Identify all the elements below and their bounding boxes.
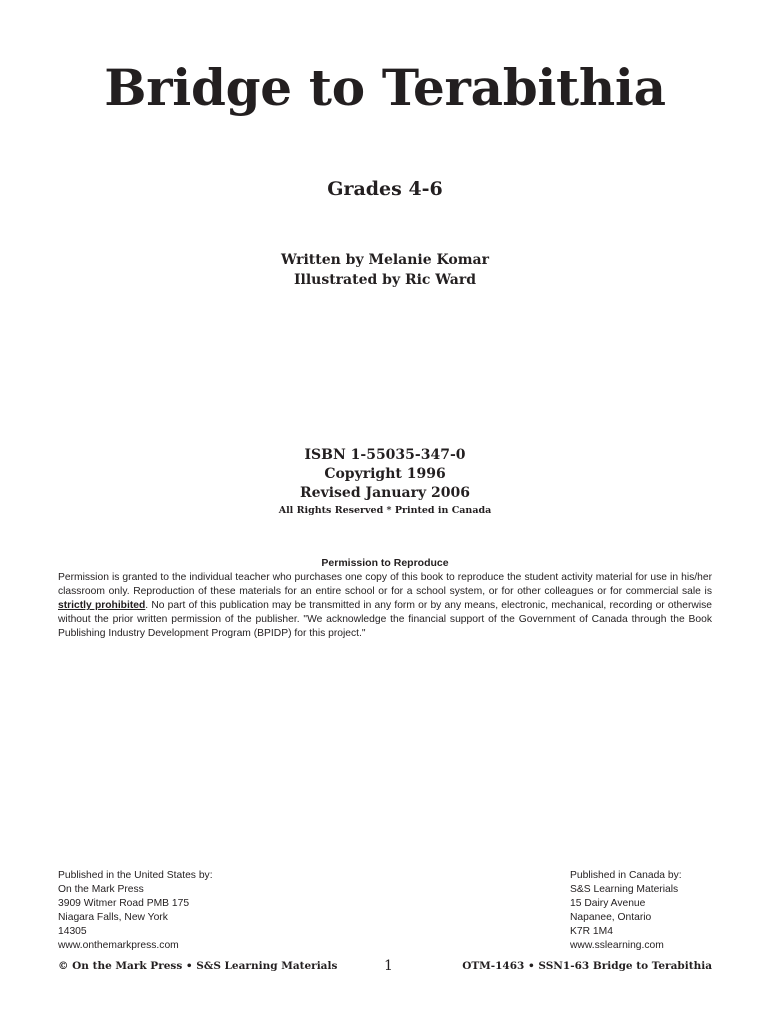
page-footer — [58, 958, 712, 974]
us-publisher-city: Niagara Falls, New York — [58, 912, 168, 924]
book-title: Bridge to Terabithia — [104, 58, 666, 117]
isbn: ISBN 1-55035-347-0 — [304, 447, 466, 463]
canada-publisher-website: www.sslearning.com — [570, 940, 664, 952]
canada-publisher-street: 15 Dairy Avenue — [570, 898, 646, 910]
rights-notice: All Rights Reserved * Printed in Canada — [278, 505, 492, 516]
footer-publishers: © On the Mark Press • S&S Learning Materials — [58, 960, 338, 972]
credits — [0, 250, 770, 290]
permission-emphasis: strictly prohibited — [58, 600, 146, 612]
canada-publisher-heading: Published in Canada by: — [570, 870, 682, 881]
illustrator-credit: Illustrated by Ric Ward — [293, 272, 477, 288]
author-credit: Written by Melanie Komar — [280, 252, 489, 268]
grade-level: Grades 4-6 — [327, 178, 443, 200]
publication-info — [0, 446, 770, 519]
canada-publisher-postal: K7R 1M4 — [570, 926, 613, 938]
us-publisher-address — [58, 869, 213, 954]
permission-text — [58, 571, 712, 641]
footer-product-code: OTM-1463 • SSN1-63 Bridge to Terabithia — [462, 960, 712, 972]
canada-publisher-name: S&S Learning Materials — [570, 884, 679, 896]
us-publisher-heading: Published in the United States by: — [58, 870, 213, 881]
permission-text-part: Permission is granted to the individual teacher who purchases one copy of this book to reproduce the student activity material for use in his/her classroom only. Reproduction of these materials for an entire school or for a school system, or for other colleagues or for commercial sale is — [58, 572, 712, 598]
canada-publisher-city: Napanee, Ontario — [570, 912, 652, 924]
copyright: Copyright 1996 — [324, 466, 446, 482]
revision-date: Revised January 2006 — [300, 485, 470, 501]
permission-heading: Permission to Reproduce — [321, 557, 449, 569]
us-publisher-street: 3909 Witmer Road PMB 175 — [58, 898, 190, 910]
us-publisher-postal: 14305 — [58, 926, 87, 938]
canada-publisher-address — [570, 869, 682, 954]
us-publisher-name: On the Mark Press — [58, 884, 144, 896]
page-number: 1 — [384, 958, 393, 974]
permission-text-part: . No part of this publication may be transmitted in any form or by any means, electronic, mechanical, recording or otherwise without the prior written permission of the publisher. "We acknowledge the financial support of the Government of Canada through the Book Publishing Industry Development Program (BPIDP) for this project." — [58, 600, 712, 640]
us-publisher-website: www.onthemarkpress.com — [58, 940, 179, 952]
